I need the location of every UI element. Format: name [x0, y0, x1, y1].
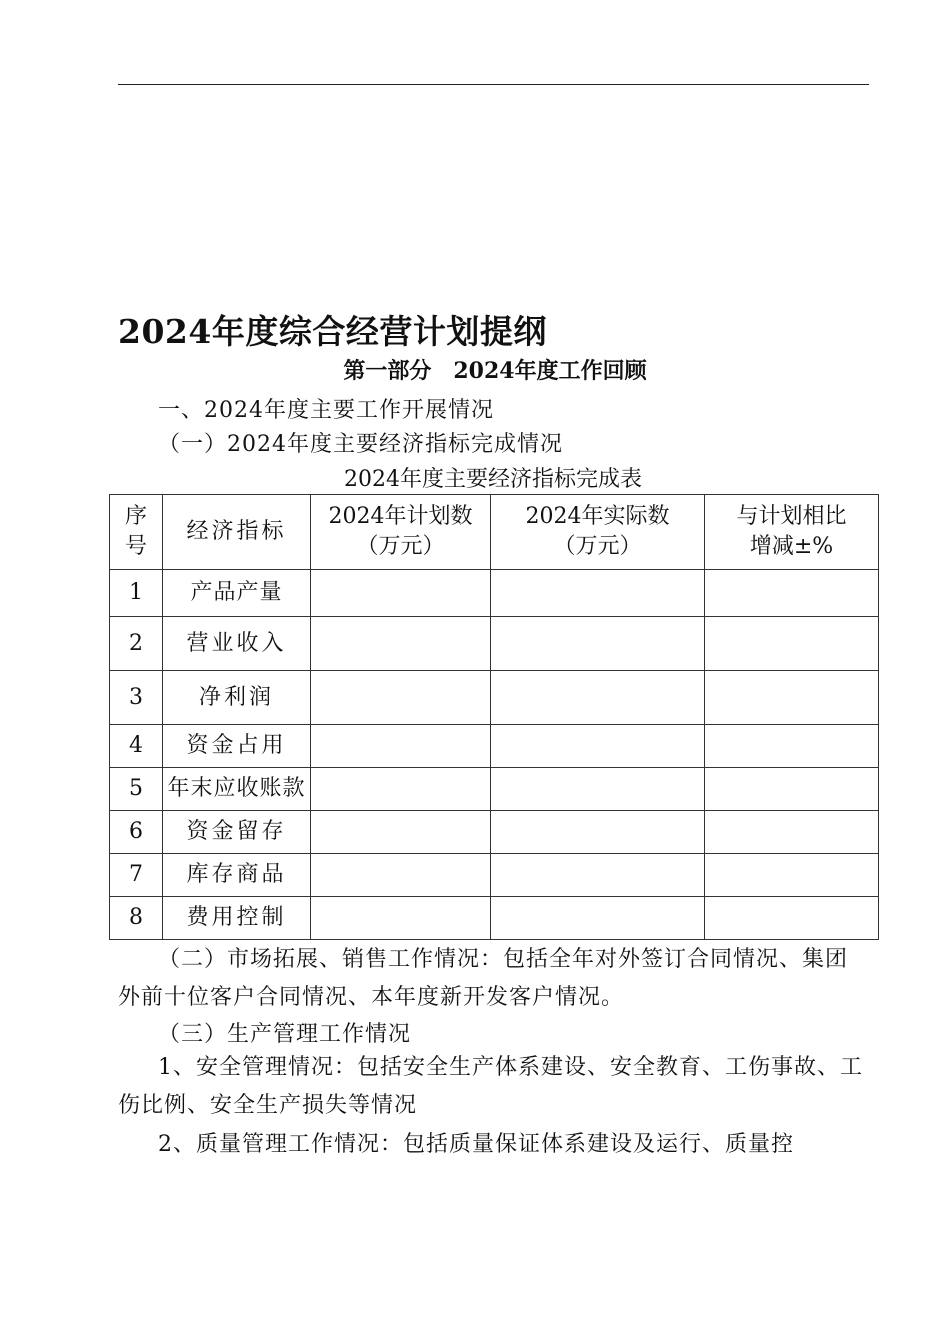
change-cell: [705, 768, 879, 811]
row-number: 5: [110, 768, 163, 811]
row-number: 8: [110, 897, 163, 940]
header-no-line1: 序: [124, 504, 147, 530]
header-actual: [491, 495, 705, 570]
header-change: [705, 495, 879, 570]
row-number: 2: [110, 617, 163, 671]
indicator-cell: 营业收入: [163, 617, 311, 671]
plan-cell: [311, 854, 491, 897]
change-cell: [705, 617, 879, 671]
indicator-cell: 资金占用: [163, 725, 311, 768]
row-number: 1: [110, 570, 163, 617]
header-no-line2: 号: [124, 534, 147, 559]
header-actual-line2: （万元）: [553, 534, 642, 559]
plan-cell: [311, 617, 491, 671]
indicator-cell: 产品产量: [163, 570, 311, 617]
plan-cell: [311, 725, 491, 768]
actual-cell: [491, 811, 705, 854]
plan-cell: [311, 570, 491, 617]
market-paragraph: （二）市场拓展、销售工作情况：包括全年对外签订合同情况、集团外前十位客户合同情况、本年度新开发客户情况。: [118, 947, 849, 1010]
table-row: [110, 811, 879, 854]
quality-paragraph: 2、质量管理工作情况：包括质量保证体系建设及运行、质量控: [158, 1132, 794, 1157]
header-plan-line2: （万元）: [356, 534, 445, 559]
header-no: [110, 495, 163, 570]
production-heading: （三）生产管理工作情况: [158, 1022, 412, 1047]
header-change-line2: 增减±%: [749, 534, 834, 559]
change-cell: [705, 854, 879, 897]
row-number: 4: [110, 725, 163, 768]
indicators-table: [109, 494, 879, 940]
header-rule: [118, 84, 869, 85]
change-cell: [705, 811, 879, 854]
actual-cell: [491, 897, 705, 940]
header-change-line1: 与计划相比: [736, 504, 847, 530]
indicator-cell: 费用控制: [163, 897, 311, 940]
document-title: 2024年度综合经营计划提纲: [118, 312, 547, 351]
row-number: 6: [110, 811, 163, 854]
plan-cell: [311, 811, 491, 854]
plan-cell: [311, 897, 491, 940]
actual-cell: [491, 671, 705, 725]
change-cell: [705, 725, 879, 768]
table-row: [110, 854, 879, 897]
indicator-cell: 年末应收账款: [163, 768, 311, 811]
table-header-row: [110, 495, 879, 570]
safety-paragraph: 1、安全管理情况：包括安全生产体系建设、安全教育、工伤事故、工伤比例、安全生产损失等情况: [118, 1055, 863, 1118]
change-cell: [705, 671, 879, 725]
actual-cell: [491, 768, 705, 811]
row-number: 3: [110, 671, 163, 725]
header-plan-line1: 2024年计划数: [328, 504, 473, 530]
indicator-cell: 资金留存: [163, 811, 311, 854]
subsection-heading: （一）2024年度主要经济指标完成情况: [158, 432, 563, 457]
table-row: [110, 617, 879, 671]
table-row: [110, 768, 879, 811]
change-cell: [705, 897, 879, 940]
table-caption: 2024年度主要经济指标完成表: [344, 467, 642, 492]
table-row: [110, 897, 879, 940]
change-cell: [705, 570, 879, 617]
header-actual-line1: 2024年实际数: [525, 504, 670, 530]
plan-cell: [311, 671, 491, 725]
plan-cell: [311, 768, 491, 811]
actual-cell: [491, 570, 705, 617]
actual-cell: [491, 854, 705, 897]
table-row: [110, 671, 879, 725]
section-heading: 一、2024年度主要工作开展情况: [158, 398, 494, 423]
header-indicator: 经济指标: [163, 495, 311, 570]
actual-cell: [491, 617, 705, 671]
indicator-cell: 库存商品: [163, 854, 311, 897]
header-plan: [311, 495, 491, 570]
actual-cell: [491, 725, 705, 768]
table-row: [110, 725, 879, 768]
indicator-cell: 净利润: [163, 671, 311, 725]
row-number: 7: [110, 854, 163, 897]
part-title: 第一部分 2024年度工作回顾: [343, 358, 647, 384]
table-row: [110, 570, 879, 617]
